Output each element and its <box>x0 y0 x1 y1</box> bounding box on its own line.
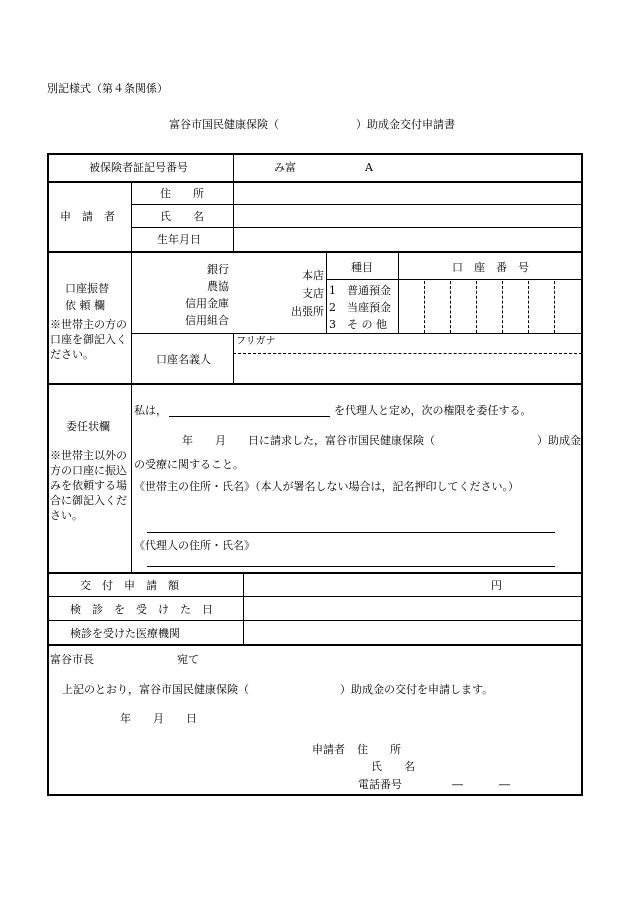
appendix-label: 別記様式（第４条関係） <box>47 82 168 95</box>
phone-dash-2: ― <box>499 778 510 791</box>
insured-number-label: 被保険者証記号番号 <box>89 161 188 174</box>
proxy-line1-suffix: を代理人と定め，次の権限を委任する。 <box>334 404 532 417</box>
furigana-field[interactable] <box>290 335 580 351</box>
footer-name-field[interactable] <box>412 757 577 773</box>
applicant-address-field[interactable] <box>236 184 580 202</box>
exam-institution-label: 検診を受けた医療機関 <box>70 627 180 640</box>
applicant-birthdate-field[interactable] <box>236 230 580 249</box>
exam-institution-field[interactable] <box>246 623 580 643</box>
institution-type-bank: 銀行 <box>207 263 229 276</box>
proxy-line1-prefix: 私は， <box>134 404 167 417</box>
account-number-header: 口 座 番 号 <box>452 261 529 274</box>
form-title-prefix: 富谷市国民健康保険（ <box>169 118 279 131</box>
addressee: 富谷市長 <box>50 653 94 666</box>
account-section-label-2: 依 頼 欄 <box>65 299 105 312</box>
yen-unit: 円 <box>491 579 502 592</box>
account-kind-current[interactable]: 2 当座預金 <box>329 301 391 314</box>
footer-phone-field[interactable] <box>412 775 577 791</box>
proxy-note: ※世帯主以外の方の口座に振込みを依頼する場合に御記入ください。 <box>50 449 127 522</box>
institution-name-field[interactable] <box>134 254 194 330</box>
branch-type-branch: 支店 <box>302 287 324 300</box>
proxy-agent-name-field[interactable] <box>169 416 330 417</box>
proxy-line2-date: 年 月 日に請求した，富谷市国民健康保険（ <box>182 434 435 447</box>
proxy-line5: 《代理人の住所・氏名》 <box>134 539 255 552</box>
account-holder-label: 口座名義人 <box>156 353 211 366</box>
insured-symbol-suffix: A <box>365 161 373 174</box>
branch-name-field[interactable] <box>237 254 297 330</box>
insured-symbol-prefix: み富 <box>274 161 296 174</box>
proxy-line4: 《世帯主の住所・氏名》（本人が署名しない場合は，記名押印してください。） <box>134 480 519 493</box>
agent-signature-line[interactable] <box>147 566 555 567</box>
phone-dash-1: ― <box>452 778 463 791</box>
applicant-name-label: 氏 名 <box>160 210 204 223</box>
addressee-honorific: 宛て <box>177 653 199 666</box>
application-statement-prefix: 上記のとおり，富谷市国民健康保険（ <box>62 683 249 696</box>
institution-type-ja: 農協 <box>207 280 229 293</box>
proxy-line2-suffix: ）助成金 <box>537 434 581 447</box>
application-date[interactable]: 年 月 日 <box>120 712 197 725</box>
footer-applicant-label: 申請者 <box>312 743 345 756</box>
proxy-line3: の受療に関すること。 <box>134 458 244 471</box>
amount-field[interactable] <box>246 575 486 595</box>
applicant-name-field[interactable] <box>236 207 580 225</box>
footer-address-field[interactable] <box>412 740 577 756</box>
householder-signature-line[interactable] <box>147 532 555 533</box>
institution-type-credit-union: 信用組合 <box>185 314 229 327</box>
applicant-address-label: 住 所 <box>160 187 204 200</box>
account-kind-ordinary[interactable]: 1 普通預金 <box>329 284 391 297</box>
account-section-label: 口座振替 <box>65 282 109 295</box>
application-statement-suffix: ）助成金の交付を申請します。 <box>340 683 494 696</box>
footer-address-label: 住 所 <box>357 743 401 756</box>
furigana-label: フリガナ <box>236 336 276 347</box>
account-kind-header: 種目 <box>351 261 373 274</box>
account-note: ※世帯主の方の口座を御記入ください。 <box>50 318 127 361</box>
exam-date-label: 検 診 を 受 け た 日 <box>70 603 213 616</box>
branch-type-office: 出張所 <box>291 305 324 318</box>
applicant-birthdate-label: 生年月日 <box>157 233 201 246</box>
applicant-section-label: 申 請 者 <box>60 210 115 223</box>
account-kind-other[interactable]: 3 そ の 他 <box>329 318 387 331</box>
branch-type-main: 本店 <box>302 269 324 282</box>
exam-date-field[interactable] <box>246 599 580 619</box>
institution-type-shinkin: 信用金庫 <box>185 297 229 310</box>
account-number-field[interactable] <box>400 281 580 331</box>
proxy-section-label: 委任状欄 <box>66 420 110 433</box>
form-title-suffix: ）助成金交付申請書 <box>356 118 455 131</box>
insured-symbol-field[interactable] <box>328 157 364 177</box>
account-holder-field[interactable] <box>236 356 580 381</box>
amount-label: 交 付 申 請 額 <box>80 579 179 592</box>
footer-phone-label: 電話番号 <box>358 778 402 791</box>
insured-number-field[interactable] <box>380 157 578 177</box>
footer-name-label: 氏 名 <box>371 760 415 773</box>
